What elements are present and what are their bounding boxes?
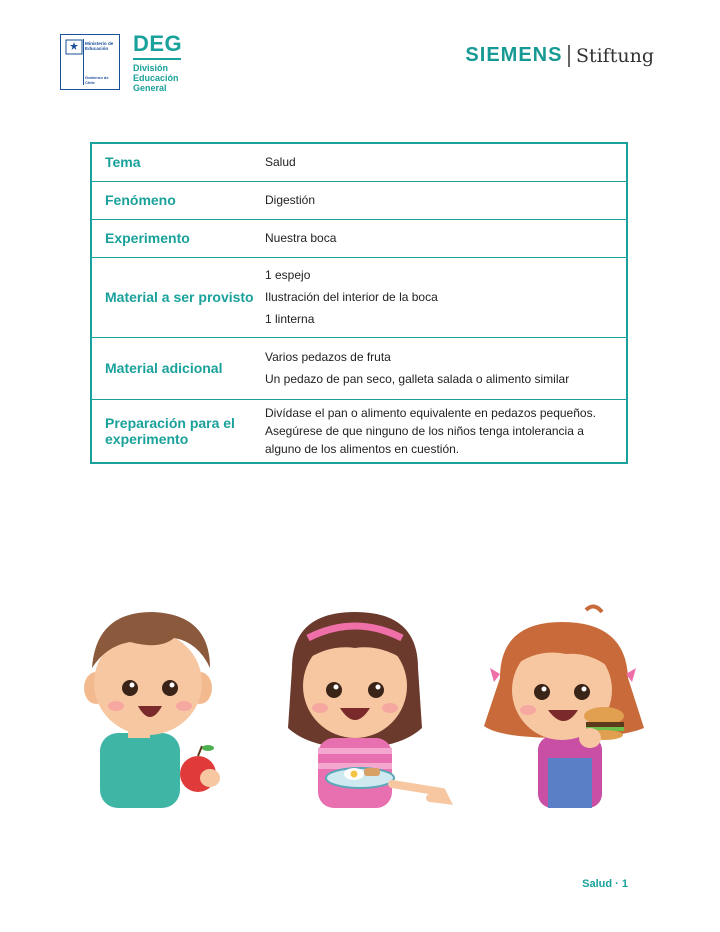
value-line: 1 espejo xyxy=(265,268,311,282)
row-label-preparacion: Preparación para el experimento xyxy=(91,399,265,463)
row-label-fenomeno: Fenómeno xyxy=(91,181,265,219)
siemens-wordmark: SIEMENS xyxy=(465,44,563,66)
ministry-line-2: Educación xyxy=(85,46,109,52)
table-row xyxy=(91,143,627,181)
row-label-material-provisto: Material a ser provisto xyxy=(91,257,265,337)
experiment-info-table xyxy=(90,142,628,464)
row-value xyxy=(265,143,627,181)
table-row xyxy=(91,399,627,463)
row-label-tema: Tema xyxy=(105,154,141,171)
row-value xyxy=(265,219,627,257)
logo-separator xyxy=(568,45,570,67)
deg-underline xyxy=(133,58,181,60)
table-row xyxy=(91,257,627,337)
ministry-crest-icon xyxy=(65,39,83,55)
row-value xyxy=(265,257,627,337)
logo-divider xyxy=(83,39,84,85)
row-label-material-adicional: Material adicional xyxy=(91,337,265,399)
value-paragraph: Divídase el pan o alimento equivalente en pedazos pequeños. Asegúrese de que ninguno de los niños tenga intolerancia a alguno de los alimentos en cuestión. xyxy=(265,405,596,456)
ministry-logo xyxy=(60,34,120,90)
stiftung-wordmark: Stiftung xyxy=(575,44,654,67)
boy-with-apple-icon xyxy=(84,612,220,808)
value-line: Nuestra boca xyxy=(265,231,337,245)
ministry-name xyxy=(85,41,113,52)
value-line: Un pedazo de pan seco, galleta salada o alimento similar xyxy=(265,372,570,386)
value-line: Ilustración del interior de la boca xyxy=(265,290,438,304)
row-value xyxy=(265,181,627,219)
children-eating-illustration xyxy=(70,598,660,810)
value-line: Varios pedazos de fruta xyxy=(265,350,391,364)
value-line: Digestión xyxy=(265,193,316,207)
value-line: Salud xyxy=(265,155,296,170)
deg-line-3: General xyxy=(133,82,167,93)
government-label: Gobierno de Chile xyxy=(85,75,109,85)
deg-logo xyxy=(133,32,182,93)
row-value xyxy=(265,337,627,399)
table-row xyxy=(91,337,627,399)
siemens-stiftung-logo xyxy=(465,44,654,67)
ministry-line-1: Ministerio de xyxy=(85,41,114,46)
deg-acronym: DEG xyxy=(133,31,183,56)
girl-with-burger-icon xyxy=(484,606,644,808)
row-label-experimento: Experimento xyxy=(91,219,265,257)
deg-line-1: División xyxy=(133,62,169,73)
page-footer: Salud · 1 xyxy=(582,878,628,890)
girl-with-plate-icon xyxy=(288,612,446,808)
deg-line-2: Educación xyxy=(133,72,179,83)
table-row xyxy=(91,219,627,257)
table-row xyxy=(91,181,627,219)
row-value xyxy=(265,399,627,463)
value-line: 1 linterna xyxy=(265,312,315,326)
